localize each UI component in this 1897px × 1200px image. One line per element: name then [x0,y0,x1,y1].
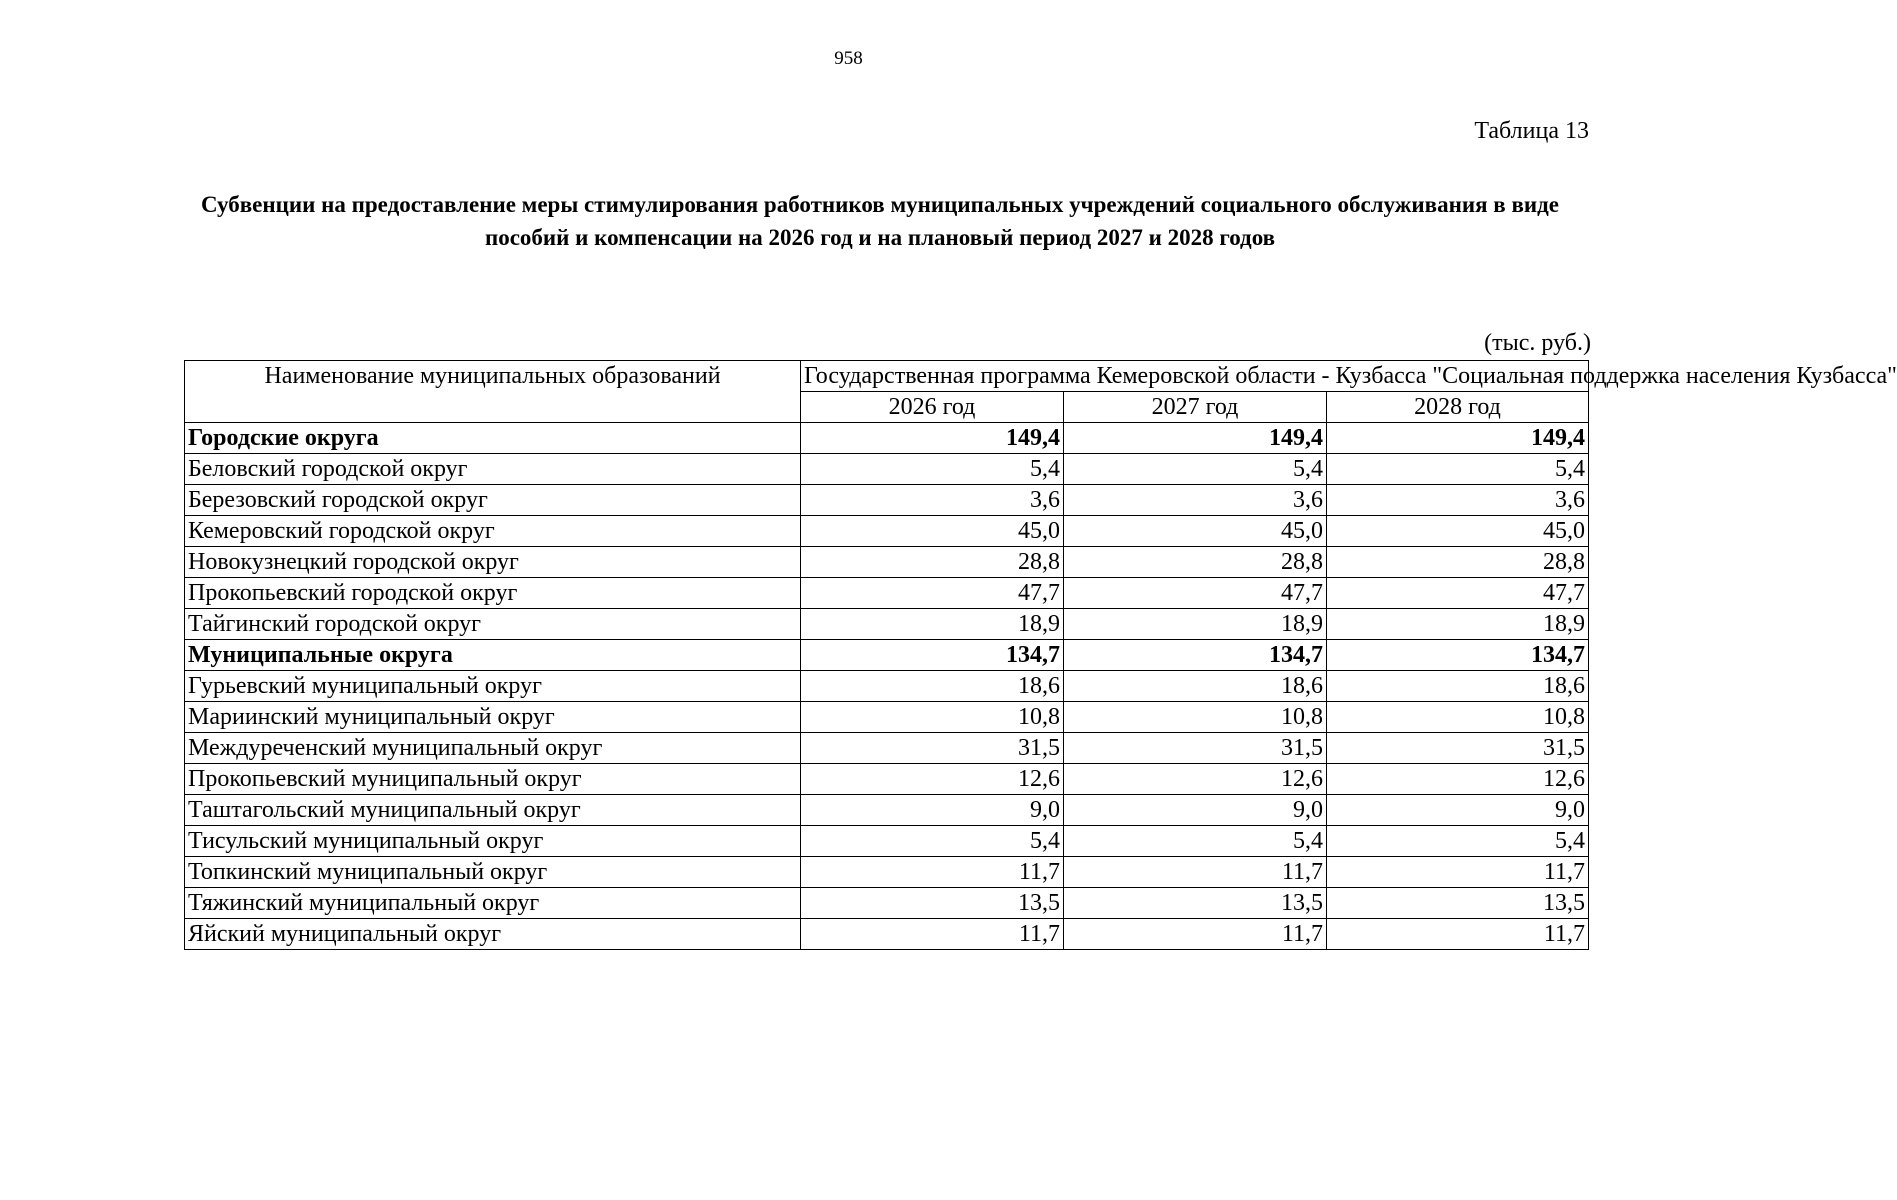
header-program: Государственная программа Кемеровской области - Кузбасса "Социальная поддержка населения Кузбасса" [801,361,1589,392]
row-value-2028: 11,7 [1327,857,1589,888]
row-name: Прокопьевский муниципальный округ [185,764,801,795]
table-row [185,578,1589,609]
header-year-2028: 2028 год [1327,392,1589,423]
row-value-2027: 9,0 [1064,795,1327,826]
row-value-2027: 11,7 [1064,919,1327,950]
table-row [185,485,1589,516]
table-row [185,733,1589,764]
row-value-2028: 149,4 [1327,423,1589,454]
table-row [185,702,1589,733]
table-row [185,609,1589,640]
table-row-group [185,640,1589,671]
row-value-2028: 28,8 [1327,547,1589,578]
row-name: Тайгинский городской округ [185,609,801,640]
row-value-2027: 3,6 [1064,485,1327,516]
row-value-2026: 9,0 [801,795,1064,826]
page-number: 958 [834,48,863,69]
row-value-2028: 5,4 [1327,826,1589,857]
row-name: Беловский городской округ [185,454,801,485]
units-label: (тыс. руб.) [1484,330,1591,356]
table-body [185,423,1589,950]
table-row [185,795,1589,826]
row-value-2028: 9,0 [1327,795,1589,826]
row-name: Гурьевский муниципальный округ [185,671,801,702]
row-value-2026: 11,7 [801,857,1064,888]
table-header [185,361,1897,423]
table-number: Таблица 13 [1474,118,1589,144]
table-row [185,919,1589,950]
row-value-2026: 5,4 [801,454,1064,485]
table-row [185,826,1589,857]
row-value-2026: 18,9 [801,609,1064,640]
row-value-2027: 18,9 [1064,609,1327,640]
row-value-2026: 5,4 [801,826,1064,857]
table-row-group [185,423,1589,454]
row-value-2026: 11,7 [801,919,1064,950]
row-value-2026: 10,8 [801,702,1064,733]
row-name: Муниципальные округа [185,640,801,671]
row-value-2027: 11,7 [1064,857,1327,888]
row-value-2028: 47,7 [1327,578,1589,609]
document-title: Субвенции на предоставление меры стимулирования работников муниципальных учреждений социального обслуживания в виде пособий и компенсации на 2026 год и на плановый период 2027 и 2028 годов [201,192,1559,250]
row-name: Мариинский муниципальный округ [185,702,801,733]
row-value-2027: 134,7 [1064,640,1327,671]
row-value-2028: 31,5 [1327,733,1589,764]
table-row [185,516,1589,547]
table-row [185,547,1589,578]
row-value-2028: 5,4 [1327,454,1589,485]
header-name-column: Наименование муниципальных образований [185,361,801,423]
row-value-2026: 45,0 [801,516,1064,547]
row-value-2028: 45,0 [1327,516,1589,547]
table-row [185,764,1589,795]
row-value-2026: 13,5 [801,888,1064,919]
row-value-2027: 13,5 [1064,888,1327,919]
table-row [185,454,1589,485]
row-name: Кемеровский городской округ [185,516,801,547]
row-name: Новокузнецкий городской округ [185,547,801,578]
row-value-2026: 12,6 [801,764,1064,795]
row-value-2026: 47,7 [801,578,1064,609]
row-value-2027: 31,5 [1064,733,1327,764]
table-row [185,671,1589,702]
row-name: Березовский городской округ [185,485,801,516]
row-value-2028: 10,8 [1327,702,1589,733]
row-value-2026: 149,4 [801,423,1064,454]
row-value-2027: 5,4 [1064,826,1327,857]
row-value-2028: 12,6 [1327,764,1589,795]
row-value-2028: 13,5 [1327,888,1589,919]
row-value-2028: 18,6 [1327,671,1589,702]
row-value-2027: 45,0 [1064,516,1327,547]
header-row-program [185,361,1589,392]
row-value-2026: 3,6 [801,485,1064,516]
table-row [185,888,1589,919]
row-value-2028: 11,7 [1327,919,1589,950]
row-name: Таштагольский муниципальный округ [185,795,801,826]
row-value-2027: 18,6 [1064,671,1327,702]
row-value-2026: 134,7 [801,640,1064,671]
row-name: Междуреченский муниципальный округ [185,733,801,764]
row-name: Прокопьевский городской округ [185,578,801,609]
header-year-2027: 2027 год [1064,392,1327,423]
row-value-2027: 12,6 [1064,764,1327,795]
row-name: Топкинский муниципальный округ [185,857,801,888]
header-year-2026: 2026 год [801,392,1064,423]
row-value-2027: 149,4 [1064,423,1327,454]
table-row [185,857,1589,888]
row-value-2027: 5,4 [1064,454,1327,485]
subventions-table [184,360,1897,950]
row-value-2027: 47,7 [1064,578,1327,609]
row-value-2027: 10,8 [1064,702,1327,733]
row-name: Тисульский муниципальный округ [185,826,801,857]
row-value-2028: 3,6 [1327,485,1589,516]
row-value-2026: 31,5 [801,733,1064,764]
row-value-2026: 18,6 [801,671,1064,702]
row-value-2028: 134,7 [1327,640,1589,671]
row-value-2026: 28,8 [801,547,1064,578]
row-name: Тяжинский муниципальный округ [185,888,801,919]
row-value-2028: 18,9 [1327,609,1589,640]
row-name: Яйский муниципальный округ [185,919,801,950]
row-name: Городские округа [185,423,801,454]
row-value-2027: 28,8 [1064,547,1327,578]
